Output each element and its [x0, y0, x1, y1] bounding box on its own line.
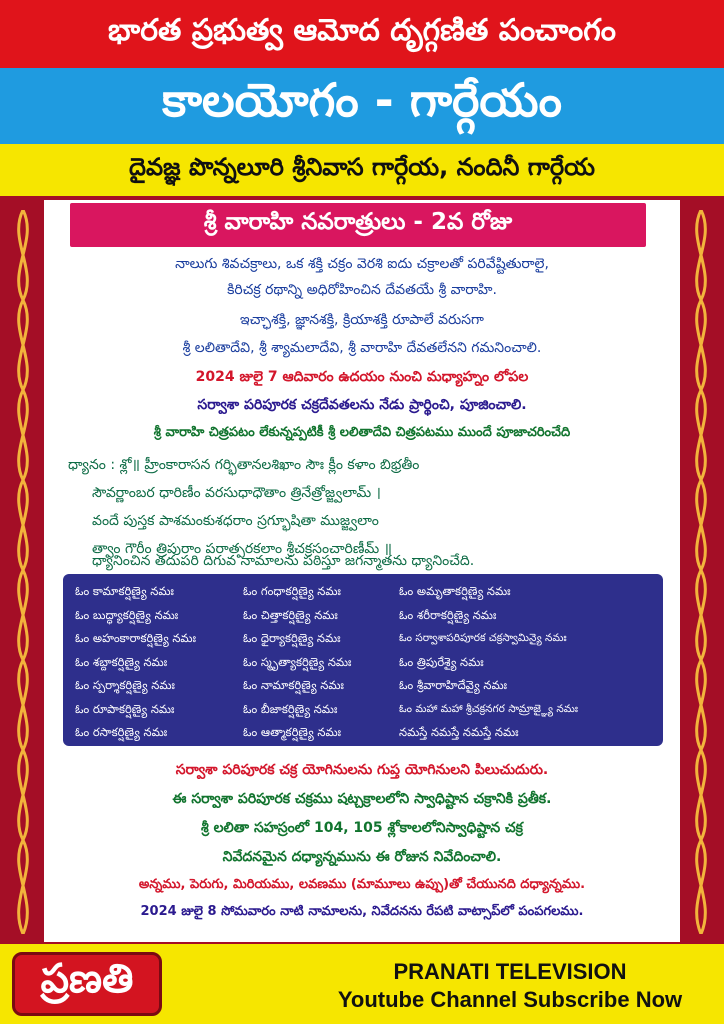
closing-line: సర్వాశా పరిపూరక చక్ర యోగినులను గుప్త యోగినులని పిలుచుదురు. [175, 762, 549, 778]
picture-line: శ్రీ వారాహి చిత్రపటం లేకున్నప్పటికీ శ్రీ లలితాదేవి చిత్రపటము ముందే పూజాచరించేది [153, 425, 571, 440]
mantra-item: ఓం త్రిపురేశ్యై నమః [399, 654, 484, 669]
almanac-title: భారత ప్రభుత్వ ఆమోద దృగ్గణిత పంచాంగం [108, 13, 616, 48]
mantra-item: ఓం శ్రీవారాహిదేవ్యై నమః [399, 678, 508, 692]
subscribe-cta: Youtube Channel Subscribe Now [337, 987, 683, 1012]
closing-line: ఈ సర్వాశా పరిపూరక చక్రము షట్చక్రాలలోని స్వాధిష్టాన చక్రానికి ప్రతీక. [172, 791, 552, 807]
mantra-item: ఓం స్పర్శాకర్షిణ్యై నమః [75, 678, 175, 692]
logo-text: ప్రణతి [40, 956, 134, 1002]
mantra-column-2 [243, 580, 351, 745]
closing-line: అన్నము, పెరుగు, మిరియము, లవణము (మామూలు ఉప్పు)తో చేయునది దధ్యాన్నము. [138, 877, 586, 892]
dhyanam-line: త్వాం గౌరీం త్రిపురాం పరాత్పరకలాం శ్రీచక్రసంచారిణీమ్ ॥ [92, 541, 393, 557]
mantra-box [63, 574, 663, 746]
worship-line: సర్వాశా పరిపూరక చక్రదేవతలను నేడు ప్రార్థించి, పూజించాలి. [197, 397, 527, 413]
mantra-item: ఓం శరీరాకర్షిణ్యై నమః [399, 607, 497, 622]
intro-line: నాలుగు శివచక్రాలు, ఒక శక్తి చక్రం వెరశి ఐదు చక్రాలతో పరివేష్టితురాలై, [175, 256, 549, 272]
intro-line: కిరిచక్ర రథాన్ని అధిరోహించిన దేవతయే శ్రీ వారాహి. [227, 282, 497, 298]
mantra-item: ఓం అహంకారాకర్షిణ్యై నమః [75, 631, 196, 645]
publication-title: కాలయోగం - గార్గేయం [162, 73, 562, 127]
mantra-item: ఓం శబ్దాకర్షిణ్యై నమః [75, 654, 168, 669]
day-heading [70, 203, 646, 247]
mantra-item: ఓం రసాకర్షిణ్యై నమః [75, 725, 168, 739]
left-ornament-border [6, 210, 40, 934]
mantra-item: ఓం బుద్ధ్యాకర్షిణ్యై నమః [75, 607, 179, 622]
author-band [0, 144, 724, 196]
mantra-item: నమస్తే నమస్తే నమస్తే నమః [399, 725, 519, 739]
dhyanam-line: సౌవర్ణాంబర ధారిణీం వరసుధాధౌతాం త్రినేత్రోజ్జ్వలామ్ । [92, 485, 381, 501]
mantra-column-3 [399, 580, 578, 745]
pranati-logo [12, 952, 162, 1016]
closing-line: నివేదనమైన దధ్యాన్నమును ఈ రోజున నివేదించాలి. [222, 849, 502, 865]
intro-line: శ్రీ లలితాదేవి, శ్రీ శ్యామలాదేవి, శ్రీ వారాహి దేవతలేనని గమనించాలి. [182, 340, 542, 356]
mantra-item: ఓం ధైర్యాకర్షిణ్యై నమః [243, 631, 341, 645]
mantra-item: ఓం మహా మహా శ్రీచక్రనగర సామ్రాజ్ఞ్యై నమః [399, 702, 578, 715]
channel-info [300, 958, 720, 1014]
mantra-item: ఓం గంధాకర్షిణ్యై నమః [243, 584, 341, 598]
mantra-item: ఓం ఆత్మాకర్షిణ్యై నమః [243, 725, 342, 739]
mantra-item: ఓం కామాకర్షిణ్యై నమః [75, 584, 174, 598]
dhyanam-line: ధ్యానం : శ్లో॥ హ్రీంకారాసన గర్భితానలశిఖాం సౌః క్లీం కళాం బిభ్రతీం [68, 457, 420, 473]
mantra-item: ఓం చిత్తాకర్షిణ్యై నమః [243, 607, 338, 622]
mantra-item: ఓం బీజాకర్షిణ్యై నమః [243, 701, 338, 716]
day-heading-text: శ్రీ వారాహి నవరాత్రులు - 2వ రోజు [203, 209, 513, 235]
intro-line: ఇచ్ఛాశక్తి, జ్ఞానశక్తి, క్రియాశక్తి రూపాలే వరుసగా [240, 312, 484, 328]
right-ornament-border [684, 210, 718, 934]
dhyanam-instruction: ధ్యానించిన తదుపరి దిగువ నామాలను పఠిస్తూ జగన్మాతను ధ్యానించేది. [92, 553, 475, 569]
author-names: దైవజ్ఞ పొన్నలూరి శ్రీనివాస గార్గేయ, నందినీ గార్గేయ [129, 153, 595, 181]
mantra-item: ఓం నామాకర్షిణ్యై నమః [243, 678, 344, 692]
mantra-column-1 [75, 580, 196, 745]
mantra-item: ఓం స్మృత్యాకర్షిణ్యై నమః [243, 654, 352, 669]
date-line: 2024 జులై 7 ఆదివారం ఉదయం నుంచి మధ్యాహ్నం లోపల [195, 369, 529, 385]
mantra-item: ఓం రూపాకర్షిణ్యై నమః [75, 701, 175, 716]
main-title-band [0, 68, 724, 144]
top-title-band [0, 0, 724, 68]
mantra-item: ఓం సర్వాశాపరిపూరక చక్రస్వామిన్యై నమః [399, 632, 567, 644]
dhyanam-line: వందే పుస్తక పాశమంకుశధరాం స్రగ్భూషితా ముజ్జ్వలాం [92, 513, 379, 529]
closing-line: శ్రీ లలితా సహస్రంలో 104, 105 శ్లోకాలలోనిస్వాధిష్టాన చక్ర [201, 820, 523, 836]
mantra-item: ఓం అమృతాకర్షిణ్యై నమః [399, 584, 511, 598]
closing-line: 2024 జులై 8 సోమవారం నాటి నామాలను, నివేదనను రేపటి వాట్సాప్‌లో పంపగలము. [140, 904, 584, 919]
channel-name: PRANATI TELEVISION [393, 959, 627, 984]
